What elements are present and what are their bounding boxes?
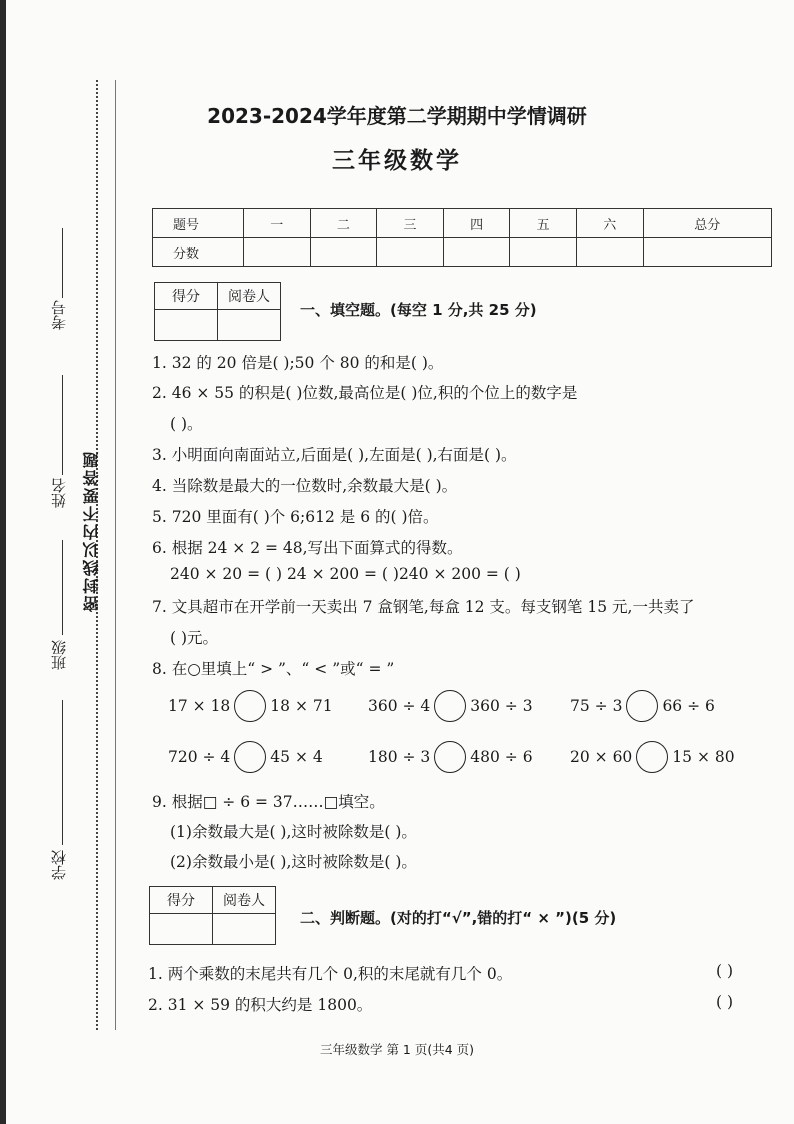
- score-cell[interactable]: [510, 238, 577, 267]
- score-cell[interactable]: [377, 238, 444, 267]
- compare-left: 360 ÷ 4: [368, 697, 431, 715]
- grader-score-cell[interactable]: [150, 914, 213, 945]
- school-label: 学校: [50, 850, 68, 880]
- seal-note: 密封线以内不要答题: [82, 450, 101, 612]
- compare-item: [368, 741, 533, 773]
- question-7: 7. 文具超市在开学前一天卖出 7 盒钢笔,每盒 12 支。每支钢笔 15 元,一共卖了: [152, 598, 695, 616]
- class-field[interactable]: [62, 540, 63, 635]
- compare-circle[interactable]: [234, 690, 266, 722]
- grader-reviewer-cell[interactable]: [213, 914, 276, 945]
- compare-item: [570, 690, 715, 722]
- score-col: 六: [576, 209, 643, 238]
- compare-right: 480 ÷ 6: [470, 748, 533, 766]
- name-label: 姓名: [50, 478, 68, 508]
- score-table-row-label: 分数: [153, 238, 244, 267]
- question-2: 2. 46 × 55 的积是( )位数,最高位是( )位,积的个位上的数字是: [152, 384, 578, 402]
- score-col: 五: [510, 209, 577, 238]
- grader-reviewer-label: 阅卷人: [213, 887, 276, 914]
- score-col: 一: [244, 209, 311, 238]
- compare-item: [368, 690, 533, 722]
- page-footer: 三年级数学 第 1 页(共4 页): [319, 1042, 475, 1057]
- compare-item: [168, 690, 333, 722]
- exam-title: 2023-2024学年度第二学期期中学情调研: [207, 104, 587, 128]
- score-cell[interactable]: [576, 238, 643, 267]
- section1-heading: 一、填空题。(每空 1 分,共 25 分): [300, 301, 537, 319]
- binding-line: [115, 80, 116, 1030]
- score-col: 四: [443, 209, 510, 238]
- question-7-cont: ( )元。: [170, 629, 219, 647]
- compare-right: 360 ÷ 3: [470, 697, 533, 715]
- compare-circle[interactable]: [234, 741, 266, 773]
- question-9: 9. 根据□ ÷ 6 = 37……□填空。: [152, 793, 385, 811]
- judge-answer-2[interactable]: ( ): [716, 993, 734, 1011]
- grader-reviewer-cell[interactable]: [218, 310, 281, 341]
- class-label: 班级: [50, 640, 68, 670]
- compare-circle[interactable]: [636, 741, 668, 773]
- exam-subtitle: 三年级数学: [332, 148, 462, 174]
- compare-right: 18 × 71: [270, 697, 333, 715]
- compare-item: [168, 741, 323, 773]
- compare-right: 45 × 4: [270, 748, 323, 766]
- compare-right: 15 × 80: [672, 748, 735, 766]
- score-table-score-row: [153, 238, 772, 267]
- compare-left: 720 ÷ 4: [168, 748, 231, 766]
- grader-score-label: 得分: [155, 283, 218, 310]
- exam-no-field[interactable]: [62, 228, 63, 298]
- score-table: [152, 208, 772, 267]
- score-col: 二: [310, 209, 377, 238]
- question-3: 3. 小明面向南面站立,后面是( ),左面是( ),右面是( )。: [152, 446, 517, 464]
- name-field[interactable]: [62, 375, 63, 475]
- question-1: 1. 32 的 20 倍是( );50 个 80 的和是( )。: [152, 354, 444, 372]
- score-col: 三: [377, 209, 444, 238]
- judge-question-2: 2. 31 × 59 的积大约是 1800。: [148, 996, 373, 1014]
- grader-score-label: 得分: [150, 887, 213, 914]
- compare-left: 180 ÷ 3: [368, 748, 431, 766]
- compare-right: 66 ÷ 6: [662, 697, 715, 715]
- compare-left: 17 × 18: [168, 697, 231, 715]
- compare-circle[interactable]: [434, 741, 466, 773]
- question-8: 8. 在○里填上“ > ”、“ < ”或“ = ”: [152, 660, 395, 678]
- compare-circle[interactable]: [434, 690, 466, 722]
- compare-left: 75 ÷ 3: [570, 697, 623, 715]
- section2-heading: 二、判断题。(对的打“√”,错的打“ × ”)(5 分): [300, 909, 617, 927]
- question-6: 6. 根据 24 × 2 = 48,写出下面算式的得数。: [152, 539, 463, 557]
- grader-score-cell[interactable]: [155, 310, 218, 341]
- question-2-cont: ( )。: [170, 415, 203, 433]
- score-col: 总分: [643, 209, 771, 238]
- question-6-items: 240 × 20 = ( ) 24 × 200 = ( )240 × 200 = ( ): [170, 565, 521, 583]
- score-table-row-label: 题号: [153, 209, 244, 238]
- compare-left: 20 × 60: [570, 748, 633, 766]
- exam-no-label: 考号: [50, 300, 68, 330]
- question-9-1: (1)余数最大是( ),这时被除数是( )。: [170, 823, 417, 841]
- score-cell[interactable]: [310, 238, 377, 267]
- question-5: 5. 720 里面有( )个 6;612 是 6 的( )倍。: [152, 508, 439, 526]
- score-cell[interactable]: [643, 238, 771, 267]
- score-cell[interactable]: [443, 238, 510, 267]
- school-field[interactable]: [62, 700, 63, 845]
- judge-answer-1[interactable]: ( ): [716, 962, 734, 980]
- grader-box-1: [154, 282, 281, 341]
- score-table-header-row: [153, 209, 772, 238]
- compare-circle[interactable]: [626, 690, 658, 722]
- score-cell[interactable]: [244, 238, 311, 267]
- grader-box-2: [149, 886, 276, 945]
- judge-question-1: 1. 两个乘数的末尾共有几个 0,积的末尾就有几个 0。: [148, 965, 513, 983]
- question-9-2: (2)余数最小是( ),这时被除数是( )。: [170, 853, 417, 871]
- question-4: 4. 当除数是最大的一位数时,余数最大是( )。: [152, 477, 458, 495]
- grader-reviewer-label: 阅卷人: [218, 283, 281, 310]
- compare-item: [570, 741, 735, 773]
